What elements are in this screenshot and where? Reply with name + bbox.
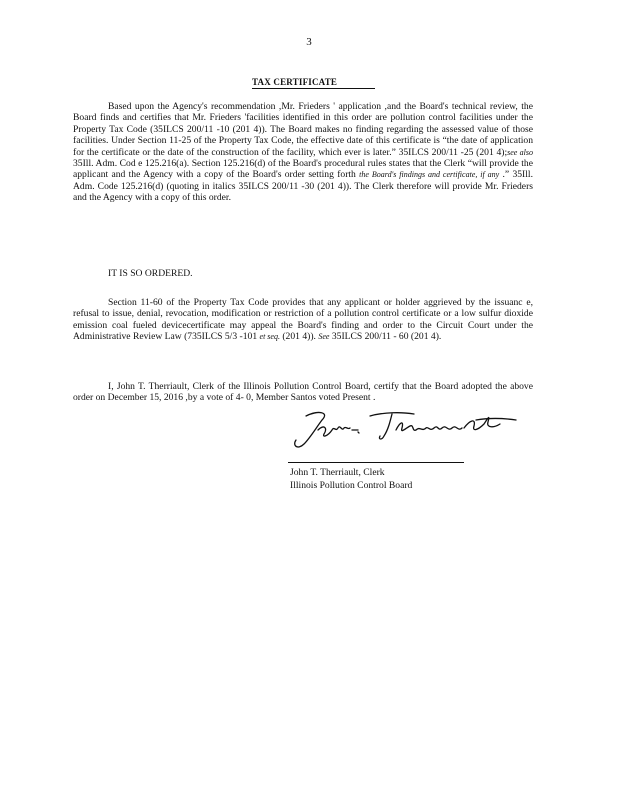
paragraph-text: .” 35Ill. Adm. Code 125.216(d) (quoting in italics 35ILCS 200/11 -30 (201 4)). The Clerk therefore will provide Mr. Frieders and the Agency with a copy of this order. <box>73 169 533 204</box>
italic-citation-signal: see also <box>507 147 533 157</box>
handwritten-signature <box>288 406 520 452</box>
page-number: 3 <box>306 36 312 48</box>
signer-organization: Illinois Pollution Control Board <box>290 480 413 491</box>
paragraph-text: Based upon the Agency's recommendation ,Mr. Frieders ' application ,and the Board's technical review, the Board finds and certifies that Mr. Frieders 'facilities identified in this order are pollution control facilities under the Property Tax Code (35ILCS 200/11 -10 (201 4)). The Board makes no finding regarding the assessed value of those facilities. Under Section 11-25 of the Property Tax Code, the effective date of this certificate is “the date of application for the certificate or the date of the construction of the facility, which ever is later.” 35ILCS 200/11 -25 (201 4); <box>73 101 533 158</box>
signer-name-title: John T. Therriault, Clerk <box>290 467 385 478</box>
paragraph-text: (201 4)). <box>279 331 319 343</box>
signature-line <box>288 462 464 463</box>
signature-block <box>290 466 412 492</box>
italic-citation-signal: See <box>318 332 330 342</box>
paragraph-text: 35ILCS 200/11 - 60 (201 4). <box>329 331 442 343</box>
italic-quotation: the Board's findings and certificate, if any <box>359 170 500 180</box>
paragraph-clerk-certification: I, John T. Therriault, Clerk of the Illinois Pollution Control Board, certify that the Board adopted the above order on December 15, 2016 ,by a vote of 4- 0, Member Santos voted Present . <box>73 381 533 404</box>
section-heading: TAX CERTIFICATE <box>252 77 375 89</box>
paragraph-text: 35Ill. Adm. Cod e 125.216(a). Section 125.216(d) of the Board's procedural rules states that the Clerk “will provide the applicant and the Agency with a copy of the Board's order setting forth <box>73 158 533 181</box>
paragraph-appeal-rights <box>73 297 533 343</box>
paragraph-so-ordered: IT IS SO ORDERED. <box>108 268 193 279</box>
italic-citation-signal: et seq. <box>259 332 280 342</box>
paragraph-certificate-findings <box>73 101 533 204</box>
paragraph-text: Section 11-60 of the Property Tax Code provides that any applicant or holder aggrieved by the issuanc e, refusal to issue, denial, revocation, modification or restriction of a pollution control certificate or a low sulfur dioxide emission coal fueled devicecertificate may appeal the Board's finding and order to the Circuit Court under the Administrative Review Law (735ILCS 5/3 -101 <box>73 297 533 343</box>
